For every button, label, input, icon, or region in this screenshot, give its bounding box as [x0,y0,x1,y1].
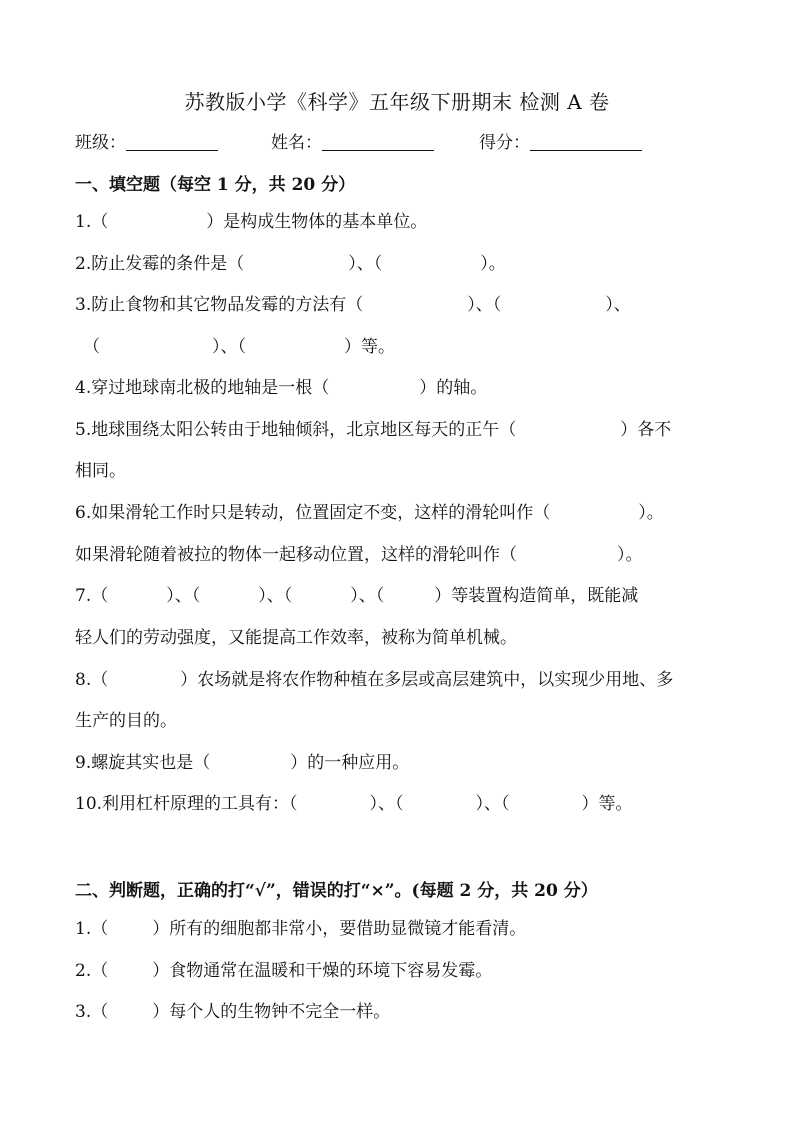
line-text: ）。 [638,503,664,523]
line-text: ）、（ [348,254,383,274]
judge-line [75,959,725,983]
question-line [75,792,725,816]
line-text: ）等。 [581,794,633,814]
line-text: ）。 [480,254,506,274]
question-line [75,584,725,608]
line-text: ）、 [605,295,631,315]
judge-line [75,917,725,941]
line-text: ）、（ [166,586,201,606]
line-text: 6.如果滑轮工作时只是转动，位置固定不变，这样的滑轮叫作（ [75,503,551,523]
question-line [75,210,725,234]
question-line [75,543,725,567]
line-text: 5.地球围绕太阳公转由于地轴倾斜，北京地区每天的正午（ [75,420,517,440]
question-line [75,501,725,525]
line-text: ）、（ [369,794,404,814]
line-text: 轻人们的劳动强度，又能提高工作效率，被称为简单机械。 [75,628,517,648]
question-line [75,293,725,317]
line-text: ）、（ [467,295,502,315]
line-text: 3.防止食物和其它物品发霉的方法有（ [75,295,364,315]
score-label: 得分： [479,133,530,153]
line-text: 10.利用杠杆原理的工具有：（ [75,794,298,814]
line-text: （ [83,337,100,357]
class-field [75,128,218,153]
exam-title: 苏教版小学《科学》五年级下册期末 检测 A 卷 [184,90,610,114]
question-line [75,751,725,775]
line-text: ）各不 [620,420,672,440]
score-field [479,128,642,153]
line-text: ）等。 [344,337,395,357]
class-label: 班级： [75,133,126,153]
line-text: 相同。 [75,461,126,481]
score-blank[interactable] [530,132,642,151]
question-line [75,335,725,359]
judge-line [75,1000,725,1024]
line-text: ）是构成生物体的基本单位。 [206,212,428,232]
line-text: ）每个人的生物钟不完全一样。 [152,1002,391,1022]
line-text: ）的一种应用。 [290,753,410,773]
line-text: 2.（ [75,961,109,981]
question-line [75,252,725,276]
line-text: 生产的目的。 [75,711,177,731]
line-text: ）农场就是将农作物种植在多层或高层建筑中，以实现少用地、多 [180,670,674,690]
line-text: ）、（ [258,586,293,606]
section2-title: 二、判断题，正确的打“√”，错误的打“×”。(每题 2 分，共 20 分） [75,881,598,901]
line-text: ）等装置构造简单，既能减 [434,586,639,606]
question-line [75,668,725,692]
class-blank[interactable] [126,132,218,151]
line-text: 1.（ [75,212,109,232]
name-label: 姓名： [271,133,322,153]
line-text: ）、（ [475,794,510,814]
question-line [75,376,725,400]
line-text: 2.防止发霉的条件是（ [75,254,245,274]
line-text: 4.穿过地球南北极的地轴是一根（ [75,378,330,398]
student-info-row [75,128,725,152]
line-text: ）的轴。 [419,378,488,398]
section1-title: 一、填空题（每空 1 分，共 20 分） [75,175,356,195]
line-text: 9.螺旋其实也是（ [75,753,211,773]
line-text: ）、（ [350,586,385,606]
question-line [75,418,725,442]
question-line [75,709,725,733]
name-field [271,128,434,153]
line-text: 如果滑轮随着被拉的物体一起移动位置，这样的滑轮叫作（ [75,545,517,565]
line-text: 3.（ [75,1002,109,1022]
question-line [75,459,725,483]
line-text: ）。 [617,545,643,565]
line-text: ）所有的细胞都非常小，要借助显微镜才能看清。 [152,919,527,939]
line-text: ）食物通常在温暖和干燥的环境下容易发霉。 [152,961,493,981]
line-text: ）、（ [212,337,246,357]
question-line [75,626,725,650]
name-blank[interactable] [322,132,434,151]
line-text: 8.（ [75,670,109,690]
line-text: 1.（ [75,919,109,939]
line-text: 7.（ [75,586,109,606]
